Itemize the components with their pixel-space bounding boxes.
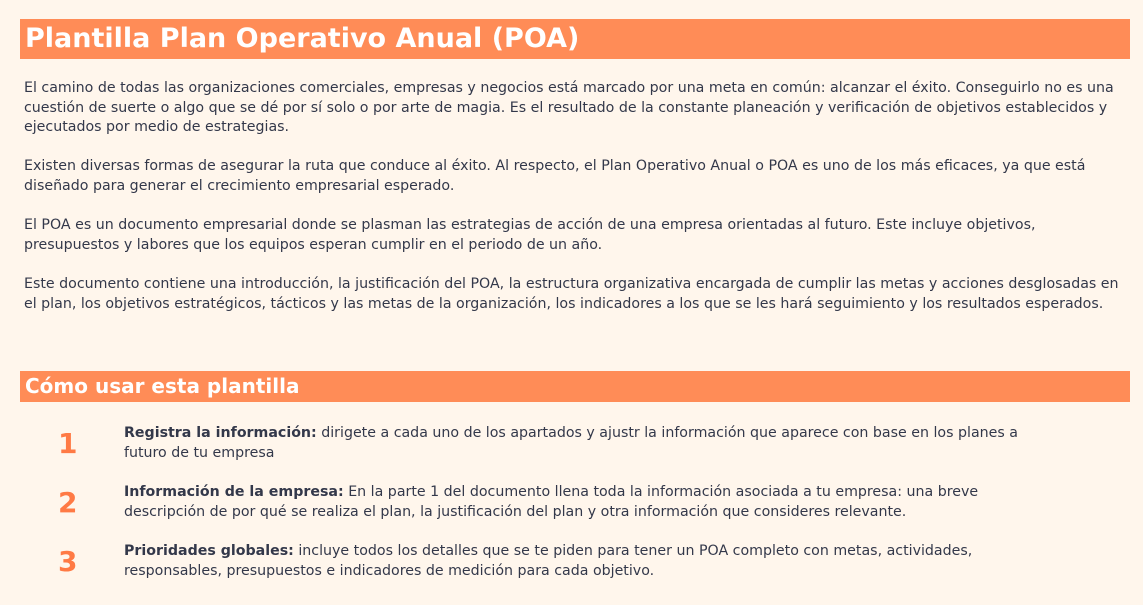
step-1-title: Registra la información: (124, 425, 317, 441)
step-3-number: 3 (58, 545, 78, 578)
step-3-description (124, 542, 1029, 581)
step-1-description (124, 424, 1029, 463)
step-2-number: 2 (58, 486, 78, 519)
step-3 (0, 542, 1143, 590)
intro-paragraph-4: Este documento contiene una introducción, la justificación del POA, la estructura organizativa encargada de cumplir las metas y acciones desglosadas en el plan, los objetivos estratégicos, tácticos y las metas de la organización, los indicadores a los que se les hará seguimiento y los resultados esperados. (24, 276, 1119, 312)
step-3-title: Prioridades globales: (124, 543, 294, 559)
step-1-number: 1 (58, 427, 78, 460)
intro-paragraph-3: El POA es un documento empresarial donde se plasman las estrategias de acción de una empresa orientadas al futuro. Este incluye objetivos, presupuestos y labores que los equipos esperan cumplir en el periodo de un año. (24, 217, 1036, 253)
intro-paragraph-2: Existen diversas formas de asegurar la ruta que conduce al éxito. Al respecto, el Plan Operativo Anual o POA es uno de los más eficaces, ya que está diseñado para generar el crecimiento empresarial esperado. (24, 158, 1086, 194)
howto-title: Cómo usar esta plantilla (20, 371, 1130, 402)
step-2-text: En la parte 1 del documento llena toda la información asociada a tu empresa: una breve descripción de por qué se realiza el plan, la justificación del plan y otra información que consideres relevante. (124, 484, 979, 520)
step-3-text: incluye todos los detalles que se te piden para tener un POA completo con metas, actividades, responsables, presupuestos e indicadores de medición para cada objetivo. (124, 543, 973, 579)
page-title: Plantilla Plan Operativo Anual (POA) (20, 19, 1130, 59)
step-1-text: dirigete a cada uno de los apartados y ajustr la información que aparece con base en los planes a futuro de tu empresa (124, 425, 1018, 461)
step-1 (0, 424, 1143, 472)
step-2-description (124, 483, 1029, 522)
step-2-title: Información de la empresa: (124, 484, 344, 500)
step-2 (0, 483, 1143, 531)
intro-paragraph-1: El camino de todas las organizaciones comerciales, empresas y negocios está marcado por una meta en común: alcanzar el éxito. Conseguirlo no es una cuestión de suerte o algo que se dé por sí solo o por arte de magia. Es el resultado de la constante planeación y verificación de objetivos establecidos y ejecutados por medio de estrategias. (24, 80, 1114, 136)
